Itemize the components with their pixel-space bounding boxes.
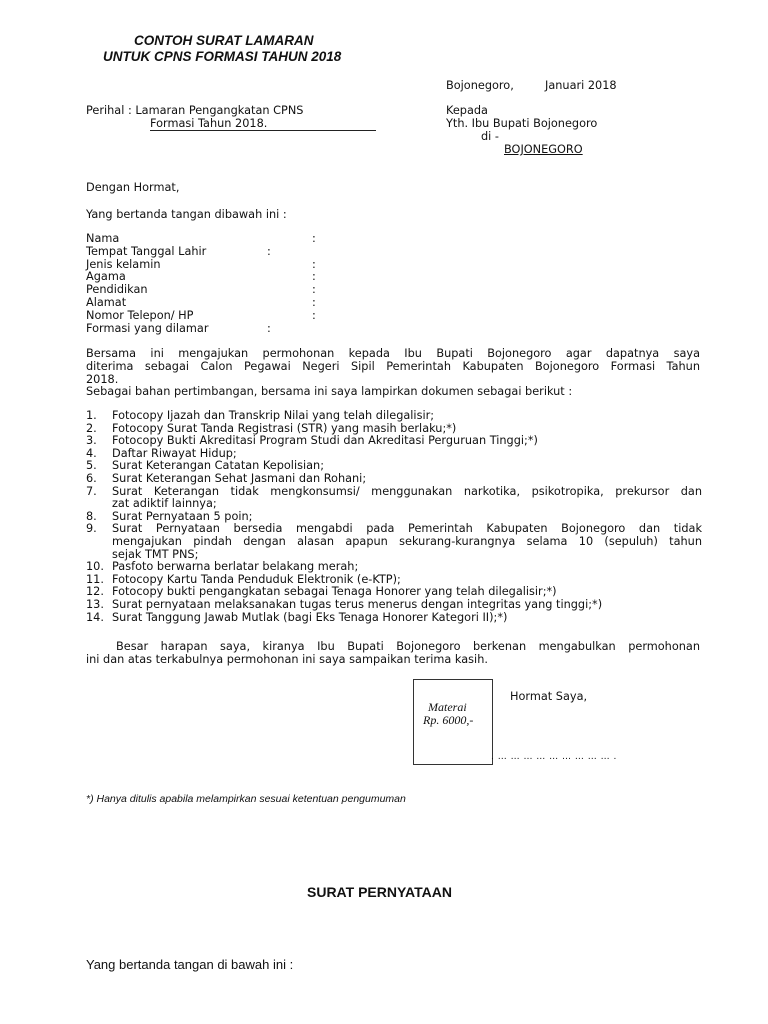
recipient-yth: Yth. Ibu Bupati Bojonegoro — [446, 117, 598, 130]
field-colon: : — [312, 283, 316, 296]
list-text: Fotocopy Surat Tanda Registrasi (STR) yang masih berlaku;*) — [112, 421, 457, 435]
footnote: *) Hanya ditulis apabila melampirkan sesuai ketentuan pengumuman — [86, 793, 406, 805]
body-paragraph2: Sebagai bahan pertimbangan, bersama ini saya lampirkan dokumen sebagai berikut : — [86, 385, 573, 398]
list-item-continuation — [86, 536, 702, 549]
signature-regards: Hormat Saya, — [510, 690, 588, 703]
list-item-continuation — [86, 498, 702, 511]
list-text: Surat Pernyataan bersedia mengabdi pada Pemerintah Kabupaten Bojonegoro dan tidak — [112, 522, 702, 536]
list-number: 13. — [86, 597, 104, 611]
list-item — [86, 612, 702, 625]
list-number: 10. — [86, 560, 104, 574]
perihal-line2: Formasi Tahun 2018. — [150, 117, 268, 130]
list-number: 9. — [86, 522, 97, 536]
statement-intro: Yang bertanda tangan di bawah ini : — [86, 957, 294, 972]
field-label: Pendidikan — [86, 283, 148, 296]
list-number: 11. — [86, 572, 104, 586]
field-colon: : — [312, 232, 316, 245]
field-colon: : — [267, 245, 271, 258]
list-number: 4. — [86, 446, 97, 460]
list-item — [86, 435, 702, 448]
list-number: 6. — [86, 471, 97, 485]
recipient-di: di - — [481, 130, 499, 143]
list-text: mengajukan pindah dengan alasan apapun sekurang-kurangnya selama 10 (sepuluh) tahun — [112, 534, 702, 548]
field-label: Tempat Tanggal Lahir — [86, 245, 207, 258]
list-item — [86, 599, 702, 612]
list-number: 5. — [86, 459, 97, 473]
signature-line: . … … … … … … … … … . — [491, 752, 617, 762]
body-line1: Bersama ini mengajukan permohonan kepada Ibu Bupati Bojonegoro agar dapatnya saya — [86, 347, 700, 360]
list-text: Surat Tanggung Jawab Mutlak (bagi Eks Tenaga Honorer Kategori II);*) — [112, 610, 508, 624]
field-label: Jenis kelamin — [86, 258, 161, 271]
closing-line2: ini dan atas terkabulnya permohonan ini saya sampaikan terima kasih. — [86, 653, 488, 666]
list-text: Daftar Riwayat Hidup; — [112, 446, 237, 460]
perihal-underline — [150, 130, 376, 131]
field-label: Nomor Telepon/ HP — [86, 309, 194, 322]
field-label: Agama — [86, 270, 126, 283]
list-item — [86, 561, 702, 574]
list-text: zat adiktif lainnya; — [112, 497, 217, 511]
field-colon: : — [312, 296, 316, 309]
list-text: Surat Keterangan Sehat Jasmani dan Rohani; — [112, 471, 367, 485]
recipient-city: BOJONEGORO — [504, 143, 583, 156]
body-line2: diterima sebagai Calon Pegawai Negeri Sipil Pemerintah Kabupaten Bojonegoro Formasi Tahun — [86, 360, 700, 373]
list-number: 7. — [86, 484, 97, 498]
field-colon: : — [312, 309, 316, 322]
list-number: 3. — [86, 434, 97, 448]
field-label: Nama — [86, 232, 120, 245]
list-number: 2. — [86, 421, 97, 435]
list-text: Surat pernyataan melaksanakan tugas terus menerus dengan integritas yang tinggi;*) — [112, 597, 603, 611]
list-text: Fotocopy Bukti Akreditasi Program Studi dan Akreditasi Perguruan Tinggi;*) — [112, 434, 538, 448]
list-item — [86, 410, 702, 423]
body-line3: 2018. — [86, 373, 119, 386]
list-number: 12. — [86, 585, 104, 599]
list-text: Pasfoto berwarna berlatar belakang merah; — [112, 560, 359, 574]
intro-line: Yang bertanda tangan dibawah ini : — [86, 208, 287, 221]
list-text: sejak TMT PNS; — [112, 547, 199, 561]
list-text: Surat Keterangan tidak mengkonsumsi/ menggunakan narkotika, psikotropika, prekursor dan — [112, 484, 702, 498]
list-number: 14. — [86, 610, 104, 624]
date: Januari 2018 — [545, 79, 617, 92]
list-text: Fotocopy Ijazah dan Transkrip Nilai yang telah dilegalisir; — [112, 409, 435, 422]
list-number: 8. — [86, 509, 97, 523]
place: Bojonegoro, — [446, 79, 514, 92]
perihal-line1: Perihal : Lamaran Pengangkatan CPNS — [86, 104, 304, 117]
letter-title-line1: CONTOH SURAT LAMARAN — [134, 33, 314, 48]
stamp-amount: Rp. 6000,- — [423, 713, 474, 727]
list-text: Fotocopy bukti pengangkatan sebagai Tenaga Honorer yang telah dilegalisir;*) — [112, 585, 557, 599]
recipient-kepada: Kepada — [446, 104, 488, 117]
stamp-label: Materai — [428, 700, 467, 714]
statement-heading: SURAT PERNYATAAN — [307, 884, 452, 900]
field-colon: : — [312, 258, 316, 271]
closing-line1: Besar harapan saya, kiranya Ibu Bupati Bojonegoro berkenan mengabulkan permohonan — [116, 640, 700, 653]
document-list — [86, 410, 702, 624]
list-text: Fotocopy Kartu Tanda Penduduk Elektronik (e-KTP); — [112, 572, 401, 586]
list-text: Surat Keterangan Catatan Kepolisian; — [112, 459, 324, 473]
field-label: Alamat — [86, 296, 127, 309]
field-colon: : — [312, 270, 316, 283]
list-text: Surat Pernyataan 5 poin; — [112, 509, 253, 523]
letter-title-line2: UNTUK CPNS FORMASI TAHUN 2018 — [103, 49, 342, 64]
greeting: Dengan Hormat, — [86, 181, 180, 194]
field-label: Formasi yang dilamar — [86, 322, 209, 335]
stamp-box — [413, 679, 493, 765]
list-number: 1. — [86, 409, 97, 422]
field-colon: : — [267, 322, 271, 335]
list-item — [86, 473, 702, 486]
